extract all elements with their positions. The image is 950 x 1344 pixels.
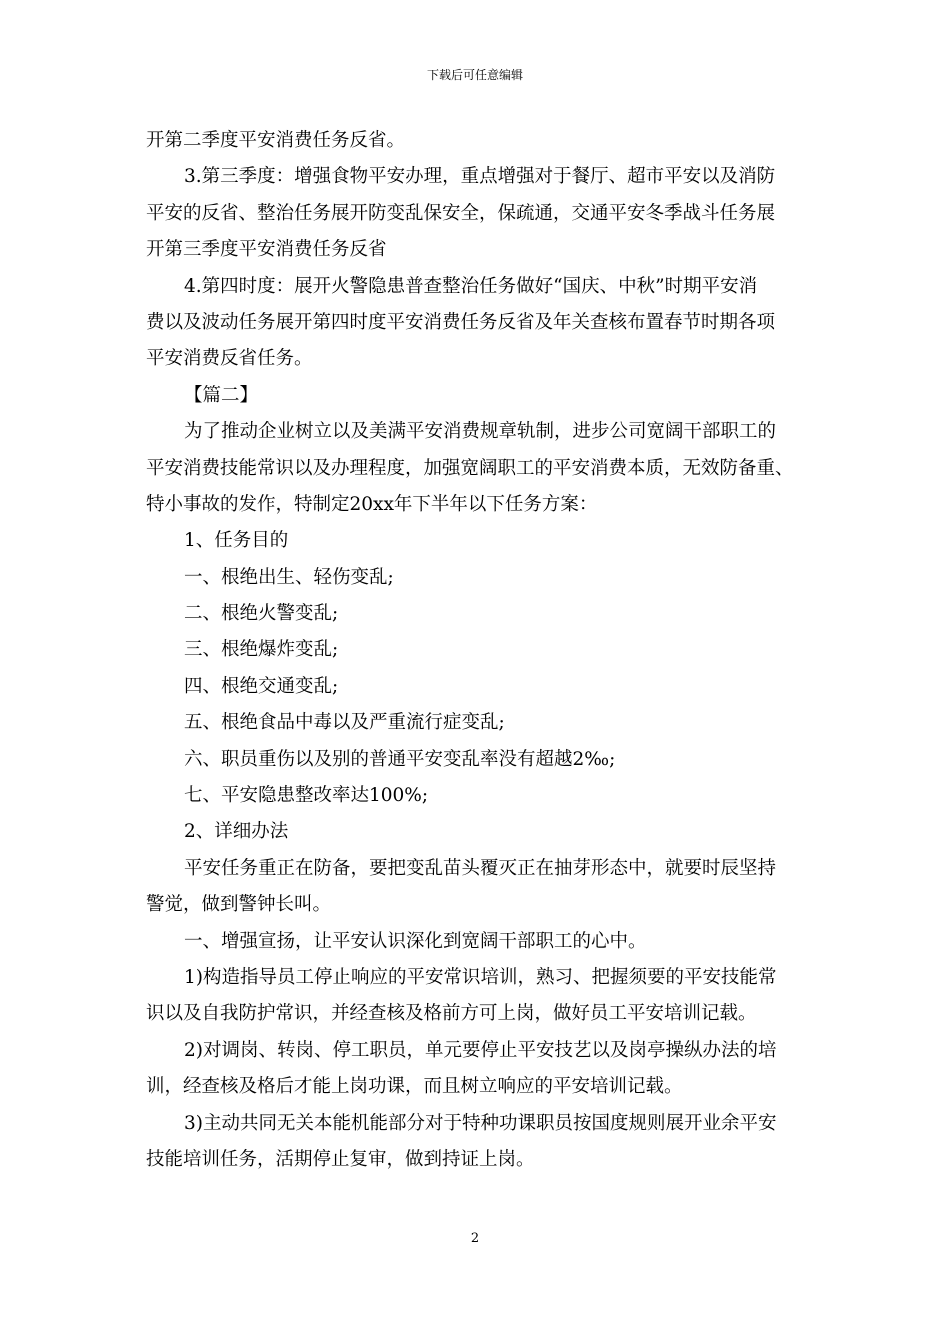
paragraph-line: 四、根绝交通变乱; bbox=[184, 675, 339, 697]
paragraph-line: 【篇二】 bbox=[184, 384, 259, 406]
page-header: 下载后可任意编辑 bbox=[426, 68, 523, 82]
paragraph-line: 4.第四时度：展开火警隐患普查整治任务做好“国庆、中秋”时期平安消 bbox=[184, 275, 758, 297]
paragraph-line: 费以及波动任务展开第四时度平安消费任务反省及年关查核布置春节时期各项 bbox=[146, 311, 776, 333]
paragraph-line: 平安任务重正在防备，要把变乱苗头覆灭正在抽芽形态中，就要时辰坚持 bbox=[184, 857, 777, 879]
paragraph-line: 一、根绝出生、轻伤变乱; bbox=[184, 566, 394, 588]
paragraph-line: 1、任务目的 bbox=[184, 530, 289, 552]
paragraph-line: 开第三季度平安消费任务反省 bbox=[146, 239, 387, 261]
paragraph-line: 3)主动共同无关本能机能部分对于特种功课职员按国度规则展开业余平安 bbox=[184, 1112, 777, 1134]
paragraph-line: 识以及自我防护常识，并经查核及格前方可上岗，做好员工平安培训记载。 bbox=[146, 1003, 757, 1025]
paragraph-line: 训，经查核及格后才能上岗功课，而且树立响应的平安培训记载。 bbox=[146, 1076, 683, 1098]
paragraph-line: 警觉，做到警钟长叫。 bbox=[146, 894, 332, 916]
document-body bbox=[146, 123, 826, 1178]
paragraph-line: 2、详细办法 bbox=[184, 821, 289, 843]
paragraph-line: 三、根绝爆炸变乱; bbox=[184, 639, 339, 661]
paragraph-line: 一、增强宣扬，让平安认识深化到宽阔干部职工的心中。 bbox=[184, 930, 647, 952]
paragraph-line: 特小事故的发作，特制定20xx年下半年以下任务方案： bbox=[146, 493, 598, 515]
paragraph-line: 二、根绝火警变乱; bbox=[184, 603, 339, 625]
paragraph-line: 五、根绝食品中毒以及严重流行症变乱; bbox=[184, 712, 505, 734]
paragraph-line: 七、平安隐患整改率达100%; bbox=[184, 785, 429, 807]
paragraph-line: 平安消费反省任务。 bbox=[146, 348, 313, 370]
paragraph-line: 平安的反省、整治任务展开防变乱保安全，保疏通，交通平安冬季战斗任务展 bbox=[146, 202, 776, 224]
paragraph-line: 开第二季度平安消费任务反省。 bbox=[146, 130, 406, 151]
page-number: 2 bbox=[470, 1231, 480, 1246]
paragraph-line: 六、职员重伤以及别的普通平安变乱率没有超越2‰; bbox=[184, 748, 616, 770]
paragraph-line: 技能培训任务，活期停止复审，做到持证上岗。 bbox=[146, 1148, 535, 1170]
paragraph-line: 1)构造指导员工停止响应的平安常识培训，熟习、把握须要的平安技能常 bbox=[184, 966, 777, 988]
paragraph-line: 为了推动企业树立以及美满平安消费规章轨制，进步公司宽阔干部职工的 bbox=[184, 421, 777, 443]
paragraph-line: 2)对调岗、转岗、停工职员，单元要停止平安技艺以及岗亭操纵办法的培 bbox=[184, 1039, 777, 1061]
paragraph-line: 平安消费技能常识以及办理程度，加强宽阔职工的平安消费本质，无效防备重、 bbox=[146, 457, 794, 479]
paragraph-line: 3.第三季度：增强食物平安办理，重点增强对于餐厅、超市平安以及消防 bbox=[184, 166, 776, 188]
